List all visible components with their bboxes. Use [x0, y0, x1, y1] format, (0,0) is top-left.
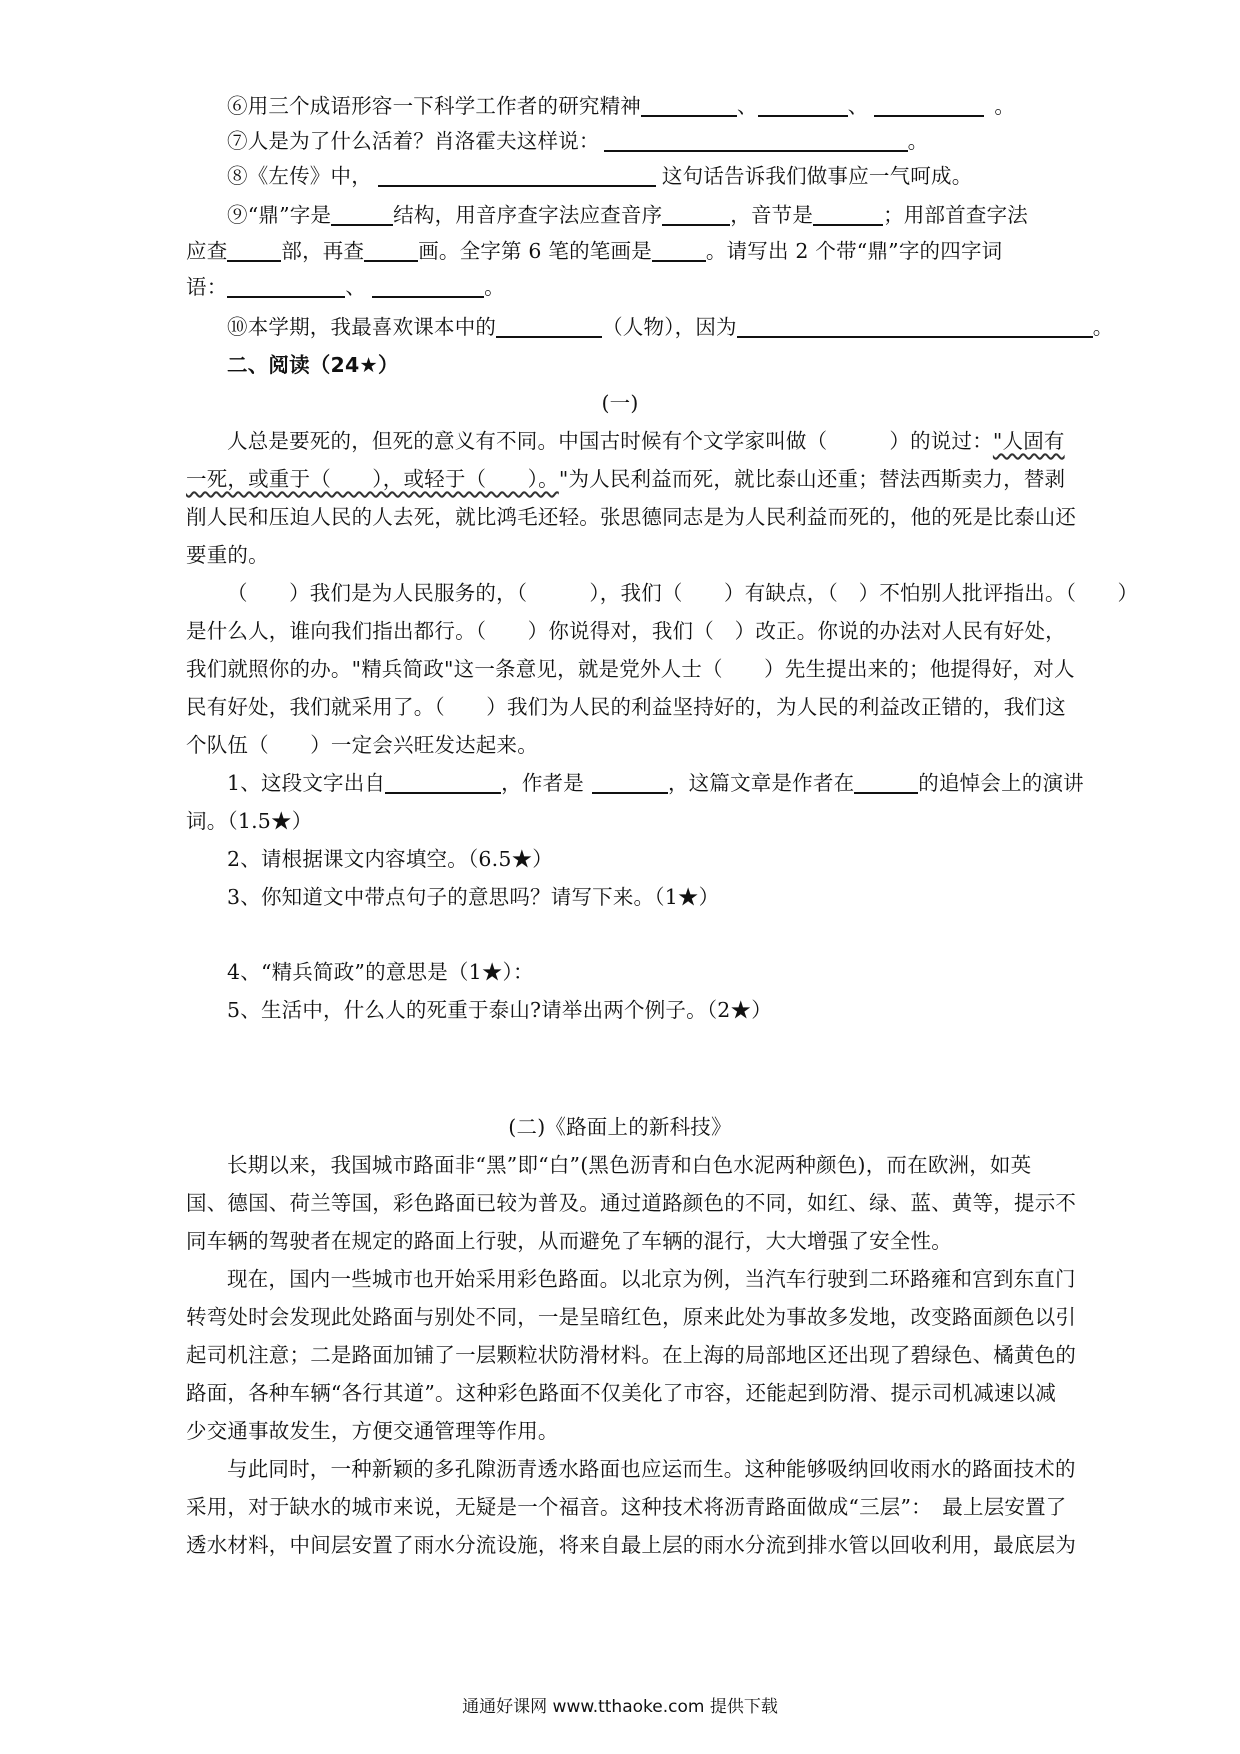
question-9-text: ，音节是 [730, 203, 814, 227]
paragraph-line: 长期以来，我国城市路面非“黑”即“白”(黑色沥青和白色水泥两种颜色)，而在欧洲，如英 [227, 1153, 1032, 1177]
part-2-title: (二)《路面上的新科技》 [508, 1115, 732, 1139]
question-9-text: ；用部首查字法 [883, 203, 1028, 227]
paragraph-line: 少交通事故发生，方便交通管理等作用。 [186, 1419, 559, 1443]
reading-question-2: 2、请根据课文内容填空。（6.5★） [227, 847, 553, 871]
paragraph-line: 与此同时，一种新颖的多孔隙沥青透水路面也应运而生。这种能够吸纳回收雨水的路面技术的 [227, 1457, 1076, 1481]
answer-blank[interactable] [652, 236, 706, 262]
paragraph-line: （ ）我们是为人民服务的，（ ），我们（ ）有缺点，（ ）不怕别人批评指出。（ ） [227, 581, 1139, 605]
section-heading: 二、阅读（24★） [227, 353, 399, 377]
question-9-line-3 [186, 268, 1136, 306]
page-footer: 通通好课网 www.tthaoke.com 提供下载 [462, 1697, 778, 1717]
paragraph-line: 个队伍（ ）一定会兴旺发达起来。 [186, 733, 538, 757]
question-6 [227, 87, 1136, 125]
question-text: ，作者是 [501, 771, 584, 795]
reading-question-1 [227, 764, 1136, 802]
question-7 [227, 122, 1136, 160]
question-9-line-1 [227, 196, 1136, 234]
reading-question-1-cont: 词。（1.5★） [186, 809, 313, 833]
question-text: 的追悼会上的演讲 [918, 771, 1084, 795]
answer-blank[interactable] [378, 161, 656, 187]
paragraph-line: 是什么人，谁向我们指出都行。（ ）你说得对，我们（ ）改正。你说的办法对人民有好处， [186, 619, 1066, 643]
reading-question-3: 3、你知道文中带点句子的意思吗？请写下来。（1★） [227, 885, 720, 909]
question-8-pre: ⑧《左传》中， [227, 164, 372, 188]
question-9-text: 应查 [186, 239, 228, 263]
paragraph-line: 起司机注意；二是路面加铺了一层颗粒状防滑材料。在上海的局部地区还出现了碧绿色、橘黄色的 [186, 1343, 1077, 1367]
answer-blank[interactable] [592, 768, 668, 794]
paragraph-line: 路面，各种车辆“各行其道”。这种彩色路面不仅美化了市容，还能起到防滑、提示司机减速以减 [186, 1381, 1057, 1405]
question-text: 1、这段文字出自 [227, 771, 386, 795]
paragraph-text: "为人民利益而死，就比泰山还重；替法西斯卖力，替剥 [558, 467, 1066, 491]
answer-blank[interactable] [331, 200, 393, 226]
paragraph-line: 削人民和压迫人民的人去死，就比鸿毛还轻。张思德同志是为人民利益而死的，他的死是比泰山还 [186, 505, 1077, 529]
period: 。 [907, 129, 929, 153]
paragraph-line [186, 460, 1136, 498]
question-9-text: 部，再查 [281, 239, 365, 263]
paragraph-line: 同车辆的驾驶者在规定的路面上行驶，从而避免了车辆的混行，大大增强了安全性。 [186, 1229, 952, 1253]
answer-blank[interactable] [227, 272, 345, 298]
question-text: ，这篇文章是作者在 [667, 771, 855, 795]
question-8 [227, 157, 1136, 195]
question-9-text: 。请写出 2 个带“鼎”字的四字词 [705, 239, 1003, 263]
period: 。 [994, 94, 1016, 118]
answer-blank[interactable] [604, 126, 908, 152]
part-1-title: (一) [601, 391, 639, 415]
wavy-text: 一死，或重于（ ），或轻于（ ）。 [186, 467, 559, 491]
question-8-post: 这句话告诉我们做事应一气呵成。 [661, 164, 973, 188]
paragraph-line: 采用，对于缺水的城市来说，无疑是一个福音。这种技术将沥青路面做成“三层”： 最上层安置了 [186, 1495, 1067, 1519]
paragraph-line: 国、德国、荷兰等国，彩色路面已较为普及。通过道路颜色的不同，如红、绿、蓝、黄等，提示不 [186, 1191, 1077, 1215]
paragraph-line: 透水材料，中间层安置了雨水分流设施，将来自最上层的雨水分流到排水管以回收利用，最底层为 [186, 1533, 1077, 1557]
question-9-text: 结构，用音序查字法应查音序 [393, 203, 663, 227]
answer-blank[interactable] [385, 768, 501, 794]
answer-blank[interactable] [813, 200, 883, 226]
period: 。 [1092, 315, 1114, 339]
separator: 、 [345, 275, 367, 299]
question-9-line-2 [186, 232, 1136, 270]
answer-blank[interactable] [854, 768, 918, 794]
answer-blank[interactable] [641, 91, 737, 117]
answer-blank[interactable] [662, 200, 730, 226]
question-9-text: 语： [186, 275, 228, 299]
reading-question-5: 5、生活中，什么人的死重于泰山?请举出两个例子。（2★） [227, 998, 772, 1022]
answer-blank[interactable] [737, 312, 1093, 338]
answer-blank[interactable] [227, 236, 281, 262]
separator: 、 [847, 94, 869, 118]
question-9-text: ⑨“鼎”字是 [227, 203, 332, 227]
question-6-text: ⑥用三个成语形容一下科学工作者的研究精神 [227, 94, 641, 118]
paragraph-line: 转弯处时会发现此处路面与别处不同，一是呈暗红色，原来此处为事故多发地，改变路面颜色以引 [186, 1305, 1077, 1329]
paragraph-line [227, 422, 1136, 460]
reading-question-4: 4、“精兵简政”的意思是（1★）： [227, 960, 534, 984]
paragraph-line: 我们就照你的办。"精兵简政"这一条意见，就是党外人士（ ）先生提出来的；他提得好，对人 [186, 657, 1075, 681]
paragraph-line: 现在，国内一些城市也开始采用彩色路面。以北京为例，当汽车行驶到二环路雍和宫到东直门 [227, 1267, 1076, 1291]
paragraph-line: 民有好处，我们就采用了。（ ）我们为人民的利益坚持好的，为人民的利益改正错的，我们这 [186, 695, 1066, 719]
answer-blank[interactable] [874, 91, 984, 117]
answer-blank[interactable] [364, 236, 418, 262]
paragraph-line: 要重的。 [186, 543, 269, 567]
wavy-text: "人固有 [992, 429, 1065, 453]
answer-blank[interactable] [496, 312, 602, 338]
paragraph-text: 人总是要死的，但死的意义有不同。中国古时候有个文学家叫做（ ）的说过： [227, 429, 993, 453]
answer-blank[interactable] [372, 272, 484, 298]
separator: 、 [737, 94, 758, 118]
question-9-text: 画。全字第 6 笔的笔画是 [418, 239, 652, 263]
question-10-text: ⑩本学期，我最喜欢课本中的 [227, 315, 497, 339]
question-7-text: ⑦人是为了什么活着？肖洛霍夫这样说： [227, 129, 600, 153]
period: 。 [484, 275, 505, 299]
question-10-text: （人物），因为 [602, 315, 737, 339]
answer-blank[interactable] [758, 91, 848, 117]
question-10 [227, 308, 1136, 346]
